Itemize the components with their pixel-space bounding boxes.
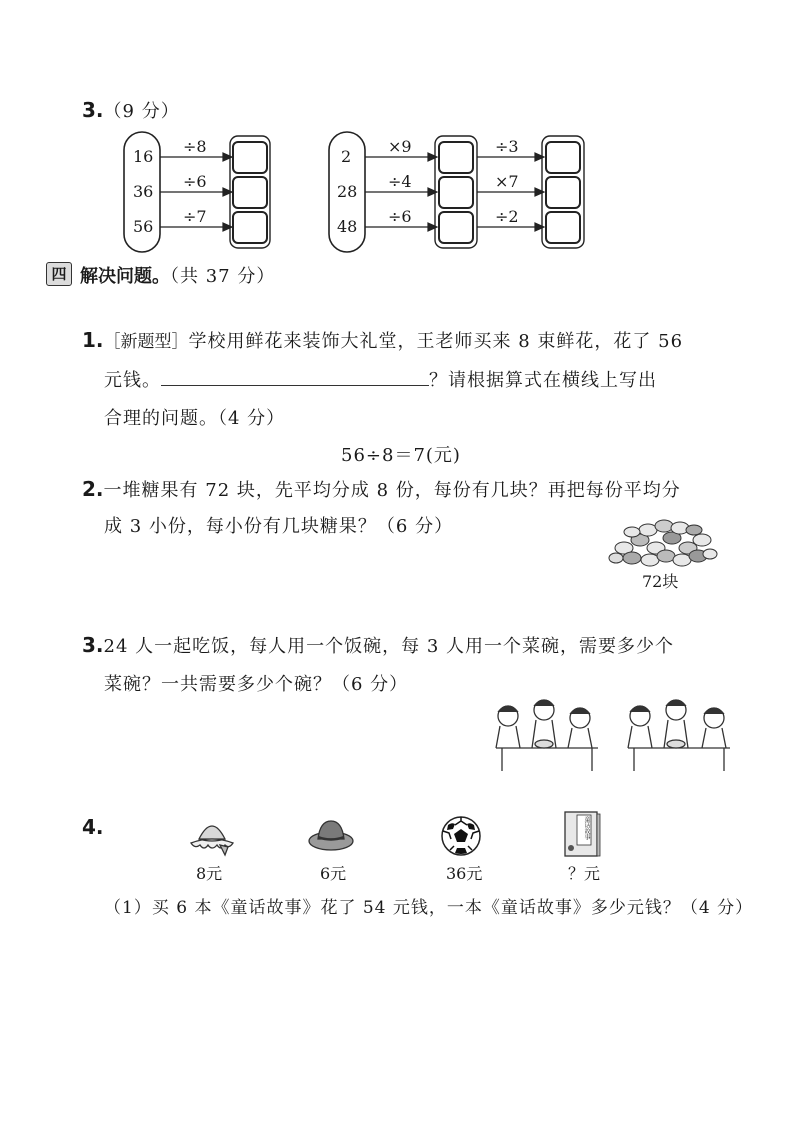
input-value: 2 (341, 147, 352, 166)
problem-1-line-1 (82, 327, 683, 353)
problem-number: 1. (82, 328, 104, 352)
answer-blank-line[interactable] (161, 371, 429, 386)
input-value: 36 (133, 182, 154, 201)
operation-label: ×9 (388, 137, 412, 156)
problem-number: 2. (82, 477, 104, 501)
equation: 56÷8＝7(元) (341, 445, 461, 466)
item-price: 36元 (446, 864, 483, 883)
cap-hat-icon (306, 815, 356, 855)
sub-question-1: （1）买 6 本《童话故事》花了 54 元钱，一本《童话故事》多少元钱？（4 分） (104, 898, 754, 918)
storybook-icon (563, 810, 601, 858)
answer-box[interactable] (438, 176, 474, 209)
problem-text: 24 人一起吃饭，每人用一个饭碗，每 3 人用一个菜碗，需要多少个 (103, 636, 675, 657)
question-score: （9 分） (103, 101, 180, 122)
soccer-ball-icon (440, 815, 482, 857)
operation-label: ÷6 (183, 172, 207, 191)
operation-label: ÷7 (183, 207, 207, 226)
input-value: 48 (337, 217, 358, 236)
problem-text: 学校用鲜花来装饰大礼堂，王老师买来 8 束鲜花，花了 56 (188, 331, 684, 352)
item-price: 6元 (320, 864, 347, 883)
section-score: （共 37 分） (170, 266, 276, 287)
operation-label: ÷3 (495, 137, 519, 156)
problem-text: ？请根据算式在横线上写出 (429, 370, 657, 391)
operation-label: ÷2 (495, 207, 519, 226)
question-number: 3. (82, 98, 104, 122)
sun-hat-icon (187, 813, 237, 859)
input-value: 28 (337, 182, 358, 201)
candy-caption: 72块 (642, 572, 679, 591)
answer-box[interactable] (545, 176, 581, 209)
section-title: 解决问题。 (80, 266, 170, 287)
problem-text: 元钱。 (104, 370, 161, 391)
problem-text: 一堆糖果有 72 块，先平均分成 8 份，每份有几块？再把每份平均分 (103, 480, 681, 501)
answer-box[interactable] (438, 211, 474, 244)
operation-label: ÷8 (183, 137, 207, 156)
operation-label: ÷6 (388, 207, 412, 226)
problem-2-line-1 (82, 476, 681, 502)
section-badge: 四 (46, 262, 72, 286)
children-dining-icon (486, 696, 746, 776)
input-value: 56 (133, 217, 154, 236)
problem-1-line-2 (104, 366, 657, 392)
problem-text: 菜碗？一共需要多少个碗？（6 分） (104, 674, 409, 695)
new-type-tag: ［新题型］ (103, 332, 189, 352)
item-price: ？元 (568, 864, 601, 883)
problem-text: 成 3 小份，每小份有几块糖果？（6 分） (104, 516, 454, 537)
answer-box[interactable] (545, 141, 581, 174)
candy-pile-icon (604, 510, 720, 570)
operation-label: ÷4 (388, 172, 412, 191)
problem-number: 3. (82, 633, 104, 657)
answer-box[interactable] (438, 141, 474, 174)
problem-text: 合理的问题。（4 分） (104, 408, 286, 429)
section-heading (80, 262, 275, 288)
operation-label: ×7 (495, 172, 519, 191)
item-price: 8元 (196, 864, 223, 883)
book-title: 童话故事 (583, 816, 590, 840)
problem-number: 4. (82, 815, 104, 839)
answer-box[interactable] (545, 211, 581, 244)
problem-3-line-1 (82, 632, 674, 658)
input-value: 16 (133, 147, 154, 166)
